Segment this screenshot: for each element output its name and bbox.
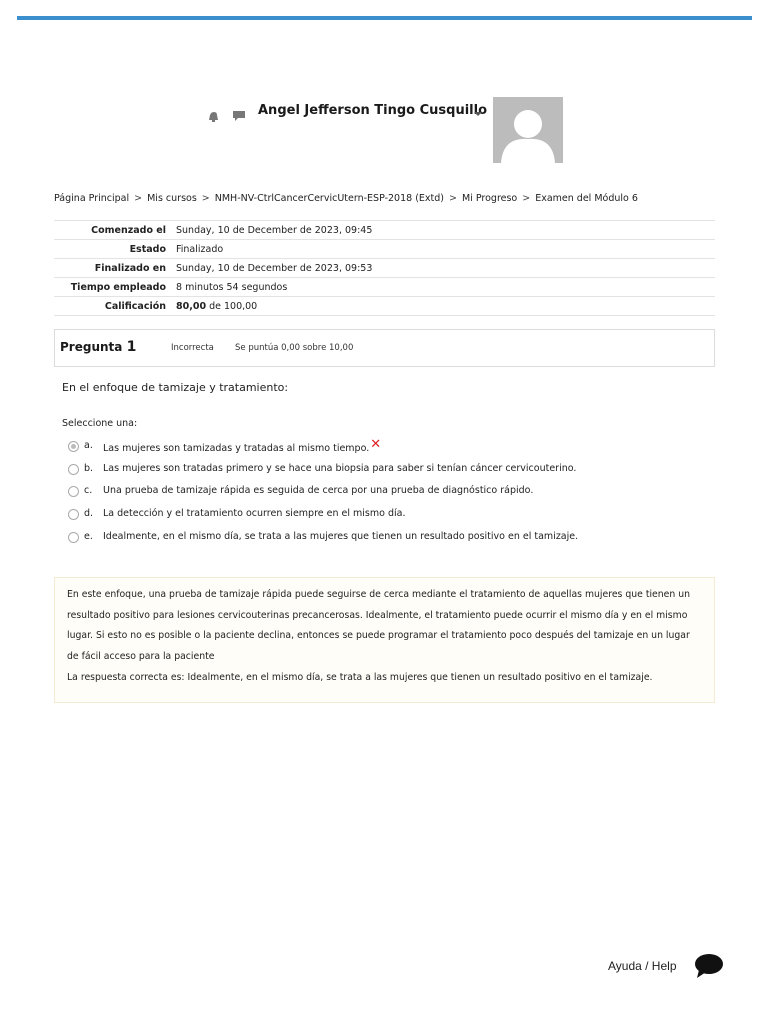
- summary-row-grade: [54, 297, 715, 316]
- breadcrumb-exam[interactable]: Examen del Módulo 6: [535, 193, 638, 204]
- grade-total: de 100,00: [206, 300, 258, 312]
- summary-label: Comenzado el: [91, 224, 166, 236]
- breadcrumb: [54, 193, 638, 204]
- radio-button[interactable]: [68, 441, 79, 452]
- summary-label: Tiempo empleado: [70, 281, 166, 293]
- help-link[interactable]: Ayuda / Help: [608, 959, 677, 973]
- grade-score: 80,00: [176, 300, 207, 312]
- summary-row-state: [54, 240, 715, 259]
- question-number: Pregunta 1: [60, 339, 137, 355]
- summary-label: Estado: [129, 243, 166, 255]
- user-menu-caret-icon[interactable]: [474, 112, 482, 116]
- chevron-right-icon: >: [449, 193, 457, 204]
- summary-row-started: [54, 221, 715, 240]
- messages-icon[interactable]: [232, 108, 246, 122]
- answer-text: Una prueba de tamizaje rápida es seguida de cerca por una prueba de diagnóstico rápido.: [103, 485, 534, 496]
- summary-label: Calificación: [104, 300, 166, 312]
- question-text: En el enfoque de tamizaje y tratamiento:: [62, 381, 289, 394]
- answer-text: Idealmente, en el mismo día, se trata a las mujeres que tienen un resultado positivo en el tamizaje.: [103, 531, 579, 542]
- summary-value: Sunday, 10 de December de 2023, 09:45: [176, 224, 373, 236]
- summary-value: Sunday, 10 de December de 2023, 09:53: [176, 262, 373, 274]
- question-state: Incorrecta: [171, 343, 214, 353]
- chat-bubble-icon[interactable]: [694, 952, 724, 980]
- breadcrumb-course[interactable]: NMH-NV-CtrlCancerCervicUtern-ESP-2018 (Extd): [214, 193, 445, 204]
- incorrect-icon: ✕: [370, 437, 382, 452]
- feedback-box: [54, 577, 715, 703]
- answer-letter: b.: [84, 463, 94, 474]
- radio-button[interactable]: [68, 532, 79, 543]
- answer-text: Las mujeres son tamizadas y tratadas al mismo tiempo.: [103, 443, 370, 454]
- question-grade: Se puntúa 0,00 sobre 10,00: [235, 343, 354, 353]
- notifications-icon[interactable]: [206, 108, 220, 122]
- answer-letter: e.: [84, 531, 93, 542]
- summary-label: Finalizado en: [94, 262, 166, 274]
- answer-letter: d.: [84, 508, 94, 519]
- answer-letter: a.: [84, 440, 93, 451]
- answer-prompt: Seleccione una:: [62, 418, 138, 429]
- chevron-right-icon: >: [134, 193, 143, 204]
- user-name[interactable]: Angel Jefferson Tingo Cusquillo: [258, 103, 488, 118]
- summary-value: 8 minutos 54 segundos: [176, 281, 288, 293]
- avatar[interactable]: [493, 97, 563, 163]
- question-info-box: [54, 329, 715, 367]
- answer-letter: c.: [84, 485, 93, 496]
- answer-text: La detección y el tratamiento ocurren siempre en el mismo día.: [103, 508, 406, 519]
- top-accent-bar: [17, 16, 752, 20]
- radio-button[interactable]: [68, 509, 79, 520]
- radio-button[interactable]: [68, 464, 79, 475]
- breadcrumb-my-courses[interactable]: Mis cursos: [147, 193, 197, 204]
- correct-answer-text: La respuesta correcta es: Idealmente, en el mismo día, se trata a las mujeres que tienen un resultado positivo en el tamizaje.: [67, 672, 653, 683]
- summary-value: Finalizado: [176, 243, 224, 255]
- summary-value: [172, 297, 715, 316]
- attempt-summary-table: [54, 220, 715, 316]
- summary-row-time: [54, 278, 715, 297]
- general-feedback: En este enfoque, una prueba de tamizaje rápida puede seguirse de cerca mediante el tratamiento de aquellas mujeres que tienen un resultado positivo para lesiones cervicouterinas precancerosas. Idealmente, el tratamiento puede ocurrir el mismo día y en el mismo lugar. Si esto no es posible o la paciente declina, entonces se puede programar el tratamiento poco después del tamizaje en un lugar de fácil acceso para la paciente: [67, 589, 691, 662]
- chevron-right-icon: >: [522, 193, 531, 204]
- answer-text: Las mujeres son tratadas primero y se hace una biopsia para saber si tenían cáncer cervicouterino.: [103, 463, 577, 474]
- breadcrumb-home[interactable]: Página Principal: [54, 193, 130, 204]
- summary-row-finished: [54, 259, 715, 278]
- chevron-right-icon: >: [201, 193, 210, 204]
- breadcrumb-progress[interactable]: Mi Progreso: [461, 193, 518, 204]
- radio-button[interactable]: [68, 486, 79, 497]
